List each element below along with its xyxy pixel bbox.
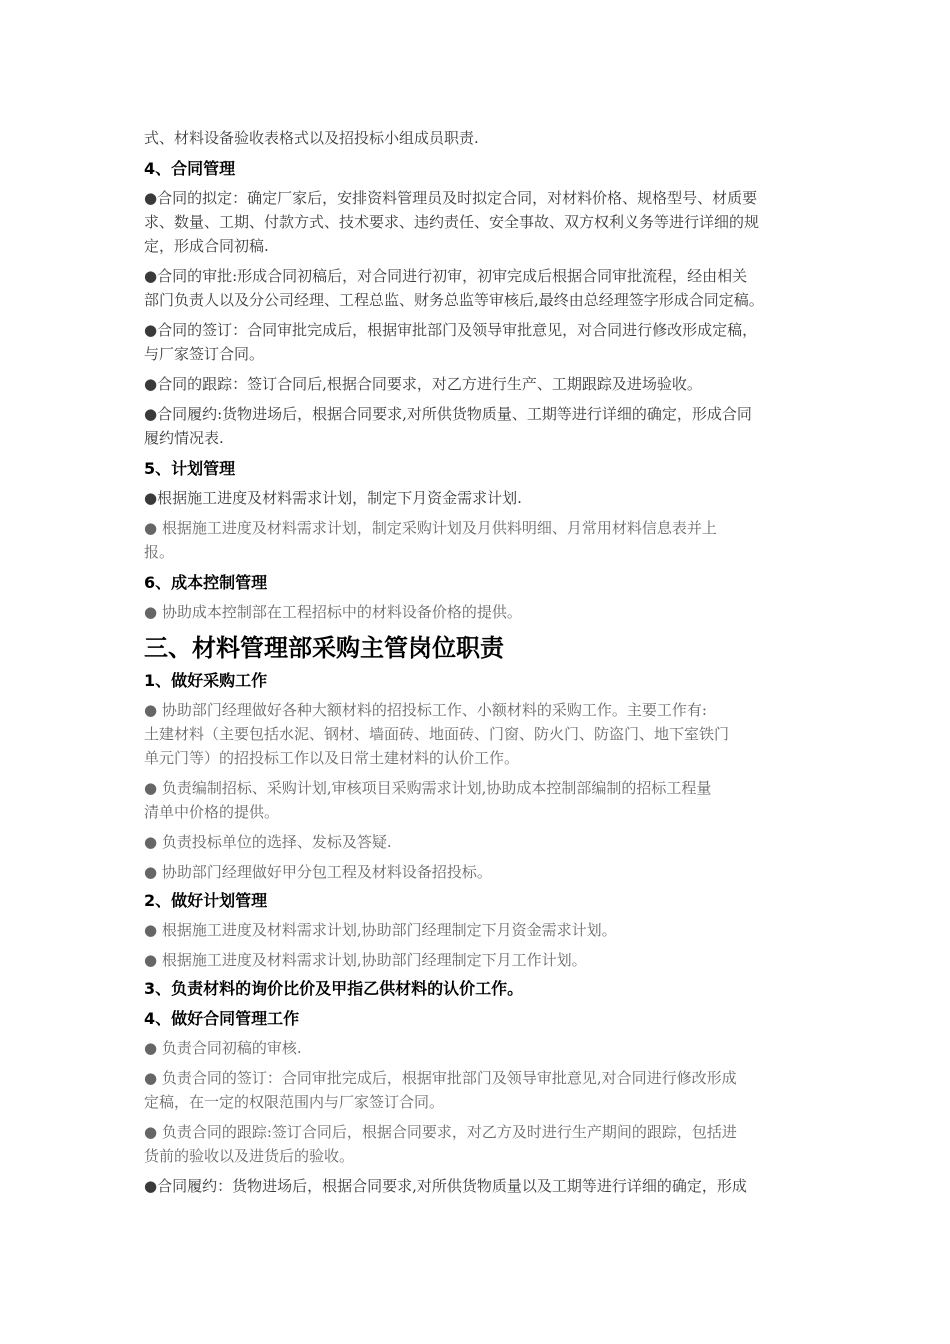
chapter-heading: 三、材料管理部采购主管岗位职责 — [144, 634, 504, 662]
paragraph: ● 根据施工进度及材料需求计划,协助部门经理制定下月工作计划。 — [144, 951, 587, 969]
paragraph: ● 协助成本控制部在工程招标中的材料设备价格的提供。 — [144, 603, 522, 621]
section-heading: 4、做好合同管理工作 — [144, 1009, 300, 1028]
paragraph: ● 负责合同初稿的审核. — [144, 1039, 302, 1057]
text-line: 式、材料设备验收表格式以及招投标小组成员职责. — [144, 129, 479, 147]
paragraph: ● 协助部门经理做好各种大额材料的招投标工作、小额材料的采购工作。主要工作有: 土建材料（主要包括水泥、钢材、墙面砖、地面砖、门窗、防火门、防盗门、地下室铁门 单元门等）的招投标工作以及日常土建材料的认价工作。 — [144, 701, 730, 767]
paragraph: ● 协助部门经理做好甲分包工程及材料设备招投标。 — [144, 863, 492, 881]
section-heading: 4、合同管理 — [144, 159, 236, 178]
section-heading: 6、成本控制管理 — [144, 573, 268, 592]
document-body — [144, 126, 812, 1204]
paragraph: ●合同的拟定：确定厂家后，安排资料管理员及时拟定合同，对材料价格、规格型号、材质要 求、数量、工期、付款方式、技术要求、违约责任、安全事故、双方权利义务等进行详细的规 定，形成合同初稿. — [144, 189, 760, 255]
paragraph: ● 负责合同的签订：合同审批完成后，根据审批部门及领导审批意见,对合同进行修改形成 定稿，在一定的权限范围内与厂家签订合同。 — [144, 1069, 737, 1111]
paragraph: ● 根据施工进度及材料需求计划，制定采购计划及月供料明细、月常用材料信息表并上 报。 — [144, 519, 717, 561]
section-heading: 2、做好计划管理 — [144, 891, 268, 910]
paragraph: ●合同的跟踪：签订合同后,根据合同要求，对乙方进行生产、工期跟踪及进场验收。 — [144, 375, 702, 393]
section-heading: 1、做好采购工作 — [144, 671, 268, 690]
paragraph: ● 负责编制招标、采购计划,审核项目采购需求计划,协助成本控制部编制的招标工程量 清单中价格的提供。 — [144, 779, 712, 821]
paragraph: ● 负责合同的跟踪:签订合同后，根据合同要求，对乙方及时进行生产期间的跟踪，包括进 货前的验收以及进货后的验收。 — [144, 1123, 737, 1165]
paragraph: ●根据施工进度及材料需求计划，制定下月资金需求计划. — [144, 489, 522, 507]
paragraph: ●合同履约:货物进场后，根据合同要求,对所供货物质量、工期等进行详细的确定，形成合同 履约情况表. — [144, 405, 752, 447]
paragraph: ● 根据施工进度及材料需求计划,协助部门经理制定下月资金需求计划。 — [144, 921, 617, 939]
paragraph: ●合同的审批:形成合同初稿后，对合同进行初审，初审完成后根据合同审批流程，经由相关 部门负责人以及分公司经理、工程总监、财务总监等审核后,最终由总经理签字形成合同定稿。 — [144, 267, 764, 309]
paragraph: ● 负责投标单位的选择、发标及答疑. — [144, 833, 392, 851]
paragraph: ●合同履约：货物进场后，根据合同要求,对所供货物质量以及工期等进行详细的确定，形成 — [144, 1177, 747, 1195]
section-heading: 5、计划管理 — [144, 459, 236, 478]
paragraph: ●合同的签订：合同审批完成后，根据审批部门及领导审批意见，对合同进行修改形成定稿， 与厂家签订合同。 — [144, 321, 758, 363]
section-heading: 3、负责材料的询价比价及甲指乙供材料的认价工作。 — [144, 979, 524, 998]
